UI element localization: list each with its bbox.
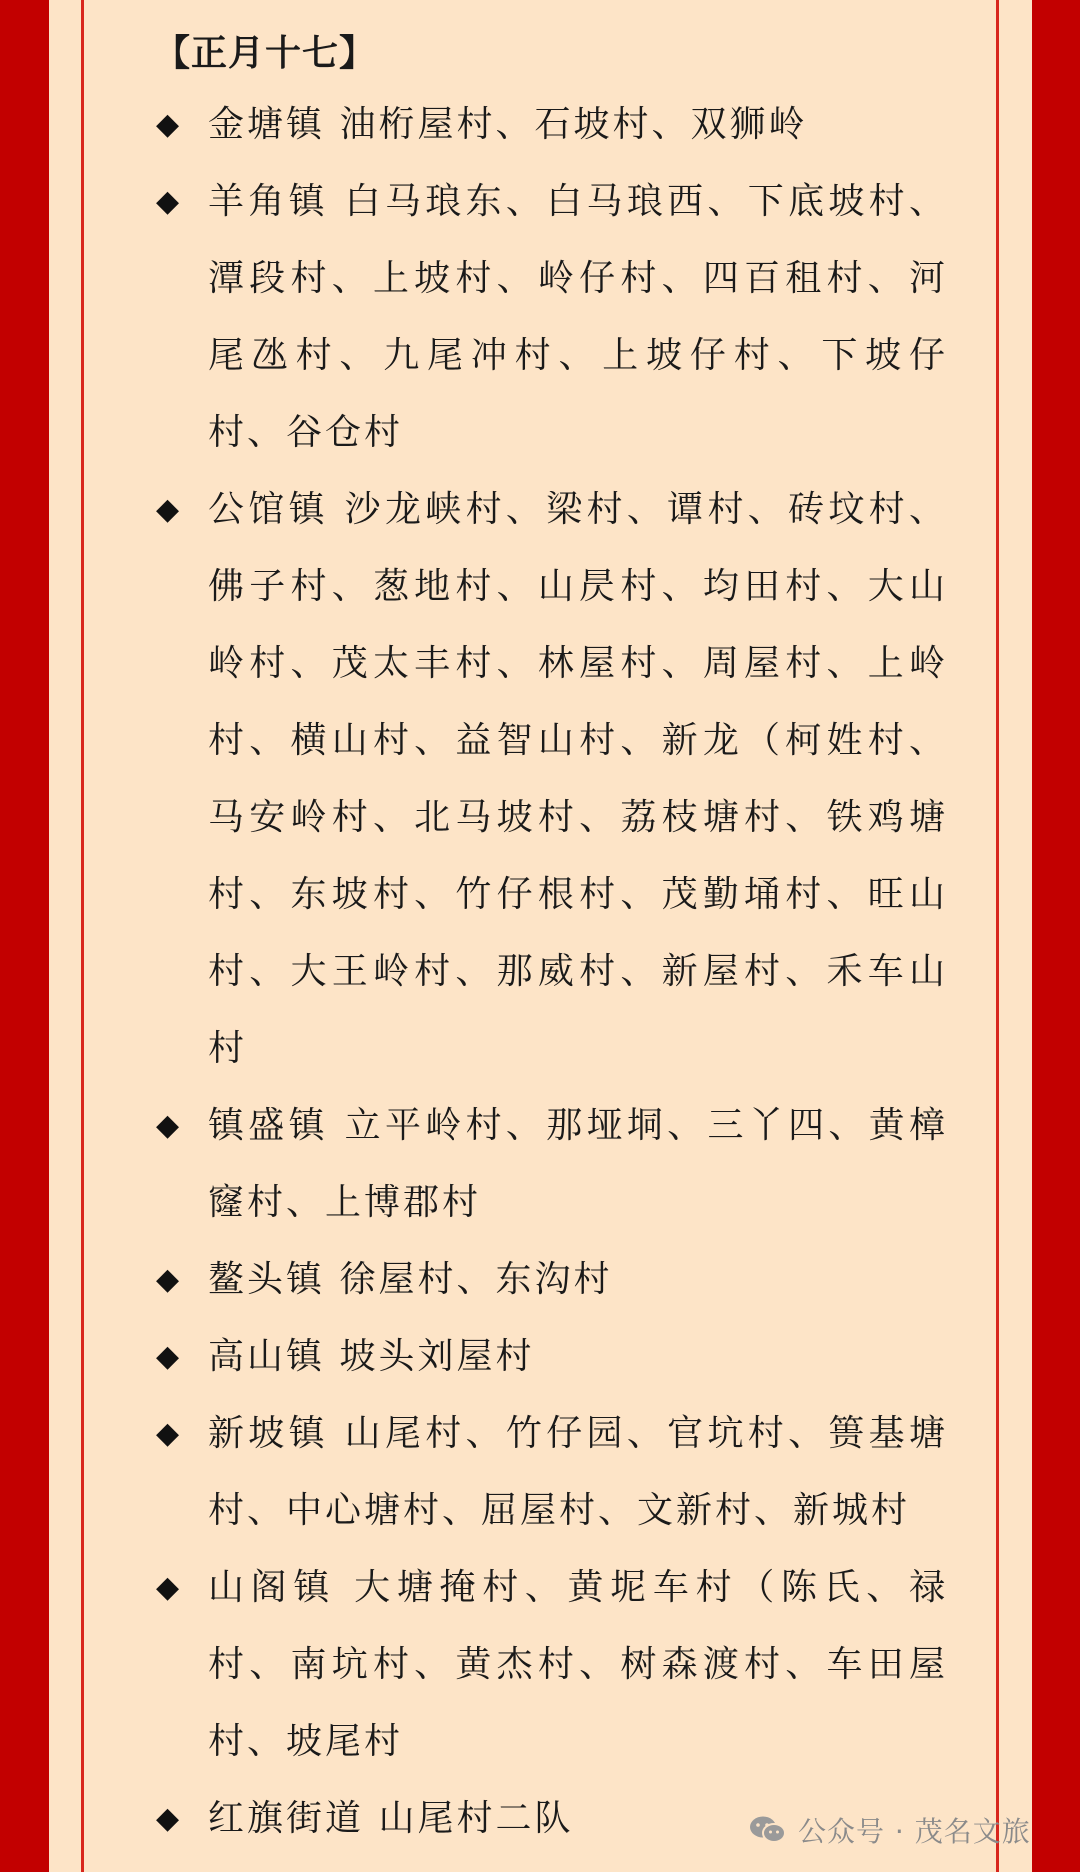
diamond-bullet-icon: ◆: [156, 184, 183, 219]
list-item: [150, 163, 1040, 471]
diamond-bullet-icon: ◆: [156, 1570, 183, 1605]
list-item: [150, 471, 1040, 1087]
list-item-text: 鳌头镇 徐屋村、东沟村: [208, 1259, 613, 1300]
list-item: [150, 1241, 1040, 1318]
list-item-text: 金塘镇 油桁屋村、石坡村、双狮岭: [208, 104, 808, 145]
diamond-bullet-icon: ◆: [156, 1416, 183, 1451]
list-item: [150, 1395, 1040, 1549]
list-item-text: 高山镇 坡头刘屋村: [208, 1336, 535, 1377]
diamond-bullet-icon: ◆: [156, 107, 183, 142]
left-border-line: [81, 0, 84, 1872]
diamond-bullet-icon: ◆: [156, 1262, 183, 1297]
wechat-watermark: [748, 1808, 1031, 1852]
list-item: [150, 1087, 1040, 1241]
article-content: [150, 22, 950, 1857]
diamond-bullet-icon: ◆: [156, 1339, 183, 1374]
watermark-text: 公众号 · 茂名文旅: [798, 1815, 1031, 1848]
wechat-icon: [748, 1814, 788, 1846]
list-item: [150, 86, 1040, 163]
list-item-text: 红旗街道 山尾村二队: [208, 1798, 574, 1839]
list-item-text: 公馆镇 沙龙峡村、梁村、谭村、砖坟村、佛子村、葱地村、山昃村、均田村、大山岭村、茂太丰村、林屋村、周屋村、上岭村、横山村、益智山村、新龙（柯姓村、马安岭村、北马坡村、荔枝塘村、铁鸡塘村、东坡村、竹仔根村、茂勤埇村、旺山村、大王岭村、那威村、新屋村、禾车山村: [208, 489, 948, 1069]
list-item: [150, 1549, 1040, 1780]
section-heading: 【正月十七】: [154, 33, 377, 74]
diamond-bullet-icon: ◆: [156, 1801, 183, 1836]
list-item-text: 镇盛镇 立平岭村、那垭垌、三丫四、黄樟窿村、上博郡村: [208, 1105, 948, 1223]
diamond-bullet-icon: ◆: [156, 1108, 183, 1143]
list-item-text: 山阁镇 大塘掩村、黄坭车村（陈氏、禄村、南坑村、黄杰村、树森渡村、车田屋村、坡尾村: [208, 1567, 948, 1762]
list-item: [150, 1318, 1040, 1395]
list-item-text: 新坡镇 山尾村、竹仔园、官坑村、篑基塘村、中心塘村、屈屋村、文新村、新城村: [208, 1413, 948, 1531]
diamond-bullet-icon: ◆: [156, 492, 183, 527]
list-item-text: 羊角镇 白马琅东、白马琅西、下底坡村、潭段村、上坡村、岭仔村、四百租村、河尾氹村、九尾冲村、上坡仔村、下坡仔村、谷仓村: [208, 181, 948, 453]
